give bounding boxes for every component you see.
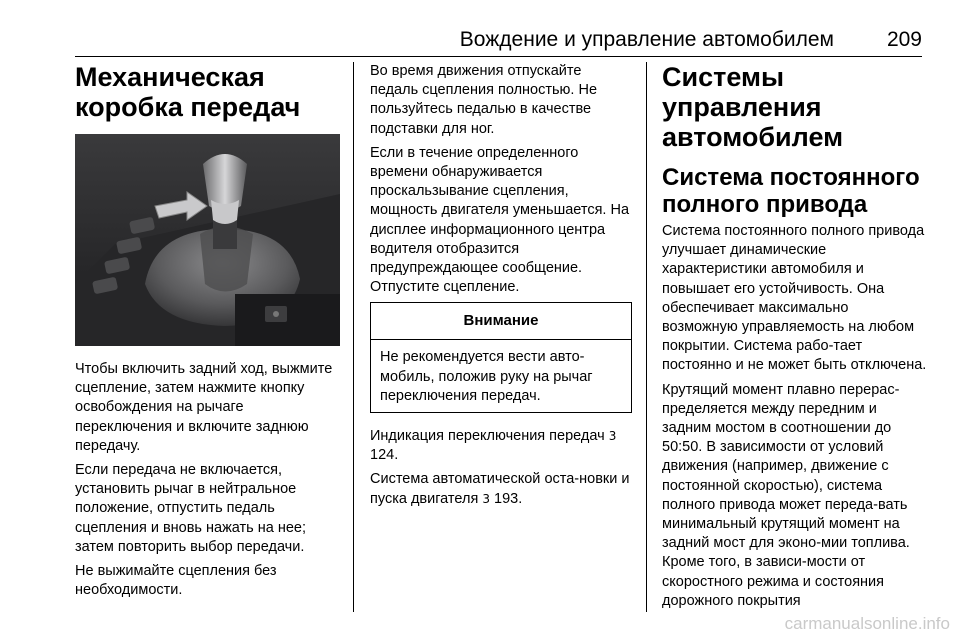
warning-text: Не рекомендуется вести авто-мобиль, положив руку на рычаг переключения передач.: [380, 349, 593, 404]
reference-page: 193.: [494, 490, 523, 507]
warning-title: Внимание: [371, 303, 631, 340]
middle-column: [370, 62, 632, 514]
cross-reference-gear-indicator[interactable]: [370, 427, 632, 465]
header-title: Вождение и управление автомобилем: [459, 28, 834, 51]
paragraph: Чтобы включить задний ход, выжмите сцепление, затем нажмите кнопку освобождения на рычаге переключения и включите заднюю передачу.: [75, 361, 333, 454]
page-number: 209: [886, 28, 922, 51]
left-column: [75, 62, 340, 605]
paragraph: Если передача не включается, установить рычаг в нейтральное положение, отпустить педаль сцепления и вновь нажать на нее; затем повторить выбор передачи.: [75, 462, 307, 555]
page-header: [75, 24, 922, 57]
reference-page: 124.: [370, 447, 399, 464]
paragraph: Крутящий момент плавно перерас-пределяется между передним и задним мостом в соотношении до 50:50. В зависимости от условий движения (например, движение с постоянной скоростью), система полного привода может переда-вать минимальный крутящий момент на задний мост для эконо-мии топлива. Кроме того, в зависи-мости от скоростного режима и состояния дорожного покрытия: [662, 381, 910, 609]
gear-lever-photo: [75, 134, 340, 346]
cross-reference-stop-start[interactable]: [370, 470, 632, 508]
paragraph: Если в течение определенного времени обнаруживается проскальзывание сцепления, мощность двигателя уменьшается. На дисплее информационного центра водителя отобразится предупреждающее сообщение. Отпустите сцепление.: [370, 144, 630, 296]
right-column: [662, 62, 927, 616]
paragraph: Не выжимайте сцепления без необходимости.: [75, 563, 277, 599]
column-divider-2: [646, 62, 647, 612]
paragraph: Во время движения отпускайте педаль сцепления полностью. Не пользуйтесь педалью в качестве подставки для ног.: [370, 63, 598, 137]
page-reference-icon: 3: [608, 429, 617, 444]
watermark: carmanualsonline.info: [784, 614, 950, 633]
reference-text: Индикация переключения передач: [370, 428, 605, 445]
reference-text: Система автоматической оста-новки и пуска двигателя: [370, 471, 630, 507]
subsection-title-awd: Система постоянного полного привода: [662, 164, 920, 218]
paragraph: Система постоянного полного привода улучшает динамические характеристики автомобиля и повышает его устойчивость. Она обеспечивает максимально возможную управляемость на любом покрытии. Система рабо-тает постоянно и не может быть отключена.: [662, 223, 927, 374]
section-title-manual-gearbox: Механическая коробка передач: [75, 62, 301, 122]
column-divider-1: [353, 62, 354, 612]
warning-box: [370, 302, 632, 413]
section-title-vehicle-systems: Системы управления автомобилем: [662, 62, 844, 152]
page-reference-icon: 3: [482, 491, 490, 506]
